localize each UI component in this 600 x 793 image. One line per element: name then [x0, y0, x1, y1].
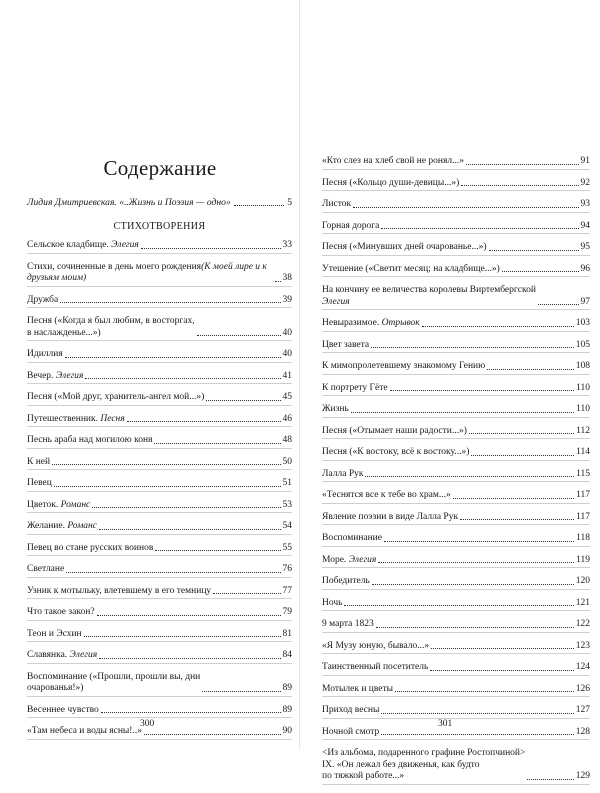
entry-title [27, 295, 58, 307]
entry-page: 118 [576, 533, 590, 543]
toc-entry [322, 662, 590, 676]
entry-title [322, 404, 349, 416]
entry-title [322, 383, 388, 395]
entry-page: 48 [282, 435, 292, 445]
dot-leader [431, 648, 574, 649]
toc-entry [322, 318, 590, 332]
entry-title [322, 684, 393, 696]
dot-leader [381, 228, 578, 229]
toc-entry [27, 349, 292, 363]
entry-title-text: Желание. [27, 521, 68, 531]
dot-leader [66, 572, 280, 573]
toc-entry [27, 371, 292, 385]
dot-leader [422, 326, 574, 327]
entry-title-text: Цвет завета [322, 339, 370, 350]
entry-title-text: К портрету Гёте [322, 382, 388, 393]
entry-title-text: Ночной смотр [322, 726, 380, 737]
entry-title-text: Лалла Рук [322, 468, 364, 479]
dot-leader [489, 250, 579, 251]
entry-title-text: Цветок. [27, 499, 61, 510]
entry-genre: Песня [100, 413, 125, 424]
entry-page: 77 [282, 585, 292, 596]
toc-entry [322, 641, 590, 655]
dot-leader [460, 519, 574, 520]
dot-leader [197, 335, 281, 336]
entry-title [27, 705, 99, 717]
toc-entry [27, 457, 292, 471]
entry-page: 84 [282, 650, 292, 660]
entry-title [322, 318, 420, 330]
entry-title-text: Ночь [322, 597, 343, 608]
toc-list-right [322, 156, 590, 793]
entry-title [27, 316, 195, 339]
entry-title-text: Песня («Мой друг, хранитель-ангел мой...») [27, 392, 205, 402]
toc-entry [322, 383, 590, 397]
entry-title [322, 361, 485, 373]
dot-leader [60, 302, 280, 303]
entry-page: 97 [580, 296, 590, 307]
toc-entry [27, 726, 292, 740]
entry-title-text: Явление поэзии в виде Лалла Рук [322, 511, 459, 522]
toc-entry [27, 262, 292, 287]
entry-title-text: Песня («Когда я был любим, в восторгах, в наслажденье...») [27, 316, 195, 338]
entry-title-text: Славянка. [27, 650, 70, 660]
contents-title: Содержание [103, 156, 217, 180]
entry-page: 41 [282, 370, 292, 381]
dot-leader [466, 164, 579, 165]
entry-title [322, 598, 342, 610]
toc-entry [27, 414, 292, 428]
entry-title [322, 178, 459, 190]
entry-title [322, 221, 379, 233]
entry-title [27, 435, 152, 447]
toc-list-left [27, 240, 292, 748]
entry-title [27, 371, 83, 383]
entry-page: 89 [282, 704, 292, 715]
toc-entry [27, 564, 292, 578]
dot-leader [384, 541, 574, 542]
entry-page: 126 [575, 683, 590, 694]
entry-page: 93 [580, 199, 590, 209]
toc-entry [322, 264, 590, 278]
toc-entry [322, 619, 590, 633]
entry-title [322, 662, 428, 674]
section-heading: СТИХОТВОРЕНИЯ [113, 221, 206, 232]
entry-page: 81 [282, 628, 292, 639]
entry-title-text: Победитель [322, 576, 370, 586]
toc-entry [27, 607, 292, 621]
dot-leader [202, 691, 280, 692]
entry-page: 117 [576, 511, 590, 522]
toc-entry [27, 521, 292, 535]
entry-page: 92 [580, 177, 590, 188]
entry-genre: Элегия [322, 296, 350, 307]
toc-entry [27, 500, 292, 514]
entry-title-text: «Я Музу юную, бывало...» [322, 640, 430, 651]
dot-leader [538, 304, 579, 305]
dot-leader [99, 529, 281, 530]
entry-page: 115 [576, 468, 590, 479]
entry-title [322, 285, 536, 308]
entry-title [27, 586, 211, 598]
entry-title [27, 349, 63, 361]
dot-leader [84, 636, 281, 637]
entry-title-text: Песня («Кольцо души-девицы...») [322, 177, 460, 188]
entry-page: 121 [575, 597, 590, 608]
dot-leader [390, 390, 574, 391]
dot-leader [395, 691, 574, 692]
toc-entry [322, 156, 590, 170]
entry-page: 94 [580, 220, 590, 231]
entry-title [322, 727, 379, 739]
entry-title [322, 512, 458, 524]
entry-genre: Элегия [69, 650, 98, 660]
dot-leader [206, 400, 280, 401]
toc-entry [322, 555, 590, 569]
dot-leader [141, 248, 281, 249]
entry-title-text: Таинственный посетитель [322, 662, 429, 672]
entry-title-text: Весеннее чувство [27, 704, 99, 715]
toc-entry [322, 404, 590, 418]
entry-title [322, 641, 429, 653]
entry-title-text: Приход весны [322, 705, 380, 715]
entry-title [27, 457, 50, 469]
entry-page: 128 [575, 726, 590, 737]
toc-entry [27, 392, 292, 406]
entry-page: 51 [282, 478, 292, 488]
entry-title-text: Листок [322, 199, 352, 209]
dot-leader [54, 486, 281, 487]
entry-title-text: Идиллия [27, 349, 63, 359]
entry-title [322, 340, 369, 352]
entry-title-text: Теон и Эсхин [27, 628, 82, 639]
toc-entry [27, 586, 292, 600]
entry-title [322, 576, 370, 588]
entry-page: 45 [282, 392, 292, 402]
entry-page: 129 [575, 771, 590, 781]
entry-page: 50 [282, 456, 292, 467]
entry-page: 119 [576, 554, 590, 565]
entry-title-text: Невыразимое. [322, 318, 382, 328]
toc-entry [322, 576, 590, 590]
entry-title [322, 447, 469, 459]
dot-leader [213, 593, 280, 594]
entry-page: 38 [282, 273, 292, 283]
dot-leader [344, 605, 573, 606]
entry-page: 55 [282, 542, 292, 553]
entry-title-text: К ней [27, 456, 51, 467]
entry-title-text: Воспоминание [322, 533, 382, 543]
entry-title-text: Певец [27, 478, 52, 488]
entry-page: 112 [576, 425, 590, 436]
entry-title [27, 726, 142, 738]
entry-title-text: Горная дорога [322, 220, 380, 231]
entry-title [322, 199, 351, 211]
entry-title-text: Песнь араба над могилою коня [27, 435, 153, 445]
toc-entry [27, 240, 292, 254]
entry-page: 110 [576, 382, 590, 393]
entry-title-text: На кончину ее величества королевы Виртембергской [322, 285, 536, 295]
toc-entry [322, 598, 590, 612]
entry-page: 127 [575, 705, 590, 715]
entry-page: 96 [580, 263, 590, 274]
entry-title-text: Песня («Отымает наши радости...») [322, 425, 467, 436]
entry-title [322, 242, 487, 254]
entry-title [322, 264, 500, 276]
entry-title-text: «Кто слез на хлеб свой не ронял...» [322, 156, 464, 166]
entry-page: 53 [282, 499, 292, 510]
dot-leader [127, 421, 281, 422]
entry-page: 54 [282, 521, 292, 531]
entry-title-text: Вечер. [27, 370, 56, 381]
toc-entry [27, 478, 292, 492]
entry-page: 46 [282, 413, 292, 424]
entry-page: 103 [575, 318, 590, 328]
entry-title-text: Песня («Минувших дней очарованье...») [322, 242, 487, 252]
toc-entry [27, 295, 292, 309]
entry-title [27, 262, 273, 285]
dot-leader [372, 584, 574, 585]
dot-leader [353, 207, 578, 208]
entry-title-text: Жизнь [322, 404, 349, 414]
dot-leader [155, 550, 280, 551]
toc-entry [322, 705, 590, 719]
entry-title-text: Море. [322, 554, 349, 565]
toc-entry [27, 316, 292, 341]
toc-entry [27, 629, 292, 643]
entry-title-text: К мимопролетевшему знакомому Гению [322, 361, 486, 371]
entry-page: 40 [282, 327, 292, 338]
entry-page: 76 [282, 564, 292, 574]
entry-title [27, 543, 153, 555]
toc-entry [27, 705, 292, 719]
entry-title-text: 9 марта 1823 [322, 619, 374, 629]
entry-title [27, 521, 97, 533]
dot-leader [381, 734, 573, 735]
intro-page: 5 [287, 197, 292, 208]
right-page [300, 0, 600, 781]
entry-page: 120 [575, 576, 590, 586]
entry-title [322, 619, 374, 631]
dot-leader [351, 412, 574, 413]
toc-entry [322, 512, 590, 526]
toc-entry [27, 435, 292, 449]
toc-entry [322, 748, 590, 785]
entry-title [27, 629, 82, 641]
entry-page: 114 [576, 447, 590, 457]
dot-leader [97, 615, 281, 616]
dot-leader [65, 357, 281, 358]
entry-page: 39 [282, 294, 292, 305]
entry-title [322, 490, 451, 502]
entry-title-text: «Теснятся все к тебе во храм...» [322, 490, 451, 500]
entry-title-text: Сельское кладбище. [27, 240, 112, 250]
dot-leader [430, 670, 573, 671]
entry-page: 117 [576, 490, 590, 500]
toc-entry [322, 426, 590, 440]
toc-entry [27, 543, 292, 557]
dot-leader [469, 433, 574, 434]
entry-page: 124 [575, 662, 590, 672]
entry-genre: Элегия [348, 554, 377, 565]
entry-genre: Романс [60, 499, 91, 510]
toc-entry [322, 361, 590, 375]
toc-entry [322, 199, 590, 213]
entry-title [27, 500, 90, 512]
dot-leader [502, 271, 579, 272]
entry-title [27, 478, 52, 490]
dot-leader [376, 627, 574, 628]
entry-title [27, 672, 200, 695]
entry-title-text: Утешение («Светит месяц; на кладбище...») [322, 263, 500, 274]
entry-title [322, 748, 525, 783]
toc-entry [322, 684, 590, 698]
toc-entry [322, 242, 590, 256]
dot-leader [378, 562, 574, 563]
dot-leader [101, 712, 281, 713]
entry-page: 110 [576, 404, 590, 414]
entry-title-text: Воспоминание («Прошли, прошли вы, дни очарованья!») [27, 671, 201, 693]
toc-entry [322, 178, 590, 192]
toc-entry [322, 727, 590, 741]
entry-title-text: <Из альбома, подаренного графине Ростопчиной> IX. «Он лежал без движенья, как будто по тяжкой работе...» [322, 748, 526, 781]
entry-title [322, 469, 363, 481]
entry-page: 79 [282, 607, 292, 617]
entry-title-text: Песня («К востоку, всё к востоку...») [322, 447, 470, 457]
entry-page: 105 [575, 339, 590, 350]
dot-leader [52, 464, 280, 465]
entry-title [322, 705, 379, 717]
dot-leader [527, 779, 573, 780]
entry-title-text: «Там небеса и воды ясны!..» [27, 726, 142, 736]
toc-entry [322, 469, 590, 483]
toc-entry [322, 447, 590, 461]
entry-title [27, 564, 64, 576]
entry-page: 122 [575, 619, 590, 629]
entry-genre: Элегия [111, 240, 139, 250]
entry-genre: Отрывок [381, 318, 420, 328]
entry-page: 123 [575, 640, 590, 651]
toc-entry [27, 650, 292, 664]
entry-title [27, 414, 125, 426]
entry-title-text: Путешественник. [27, 413, 101, 424]
dot-leader [453, 498, 574, 499]
dot-leader [275, 281, 281, 282]
dot-leader [92, 507, 280, 508]
dot-leader [85, 378, 280, 379]
entry-page: 91 [580, 156, 590, 166]
dot-leader [234, 205, 284, 206]
entry-page: 95 [580, 242, 590, 252]
left-page [0, 0, 300, 750]
dot-leader [471, 455, 574, 456]
dot-leader [381, 713, 573, 714]
entry-page: 108 [575, 361, 590, 371]
page-number: 301 [438, 719, 453, 729]
entry-title [322, 156, 464, 168]
entry-title-text: Певец во стане русских воинов [27, 542, 154, 553]
toc-entry [322, 490, 590, 504]
intro-text: Лидия Дмитриевская. «..Жизнь и Поэзия — одно» [27, 197, 231, 208]
entry-page: 33 [282, 240, 292, 250]
dot-leader [144, 734, 281, 735]
toc-entry [322, 285, 590, 310]
dot-leader [371, 347, 574, 348]
entry-title-text: Светлане [27, 564, 65, 574]
entry-title-text: Стихи, сочиненные в день моего рождения [27, 261, 202, 272]
entry-page: 90 [282, 726, 292, 736]
entry-title-text: Дружба [27, 294, 59, 305]
entry-genre: (К моей лире и к друзьям моим) [27, 261, 267, 283]
entry-title-text: Что такое закон? [27, 607, 95, 617]
entry-title [27, 240, 139, 252]
entry-title [322, 555, 376, 567]
dot-leader [365, 476, 574, 477]
entry-title [322, 533, 382, 545]
dot-leader [99, 658, 280, 659]
entry-title [27, 650, 97, 662]
entry-title-text: Узник к мотыльку, влетевшему в его темницу [27, 585, 212, 596]
intro-entry [27, 196, 292, 209]
dot-leader [461, 185, 578, 186]
dot-leader [487, 369, 574, 370]
entry-genre: Романс [67, 521, 97, 531]
entry-title [27, 607, 95, 619]
entry-title [27, 392, 204, 404]
entry-title [322, 426, 467, 438]
toc-entry [27, 672, 292, 697]
entry-page: 40 [282, 349, 292, 359]
toc-entry [322, 533, 590, 547]
dot-leader [154, 443, 280, 444]
toc-entry [322, 221, 590, 235]
toc-entry [322, 340, 590, 354]
entry-genre: Элегия [55, 370, 84, 381]
entry-page: 89 [282, 683, 292, 693]
page-number: 300 [140, 719, 155, 729]
entry-title-text: Мотылек и цветы [322, 683, 394, 694]
